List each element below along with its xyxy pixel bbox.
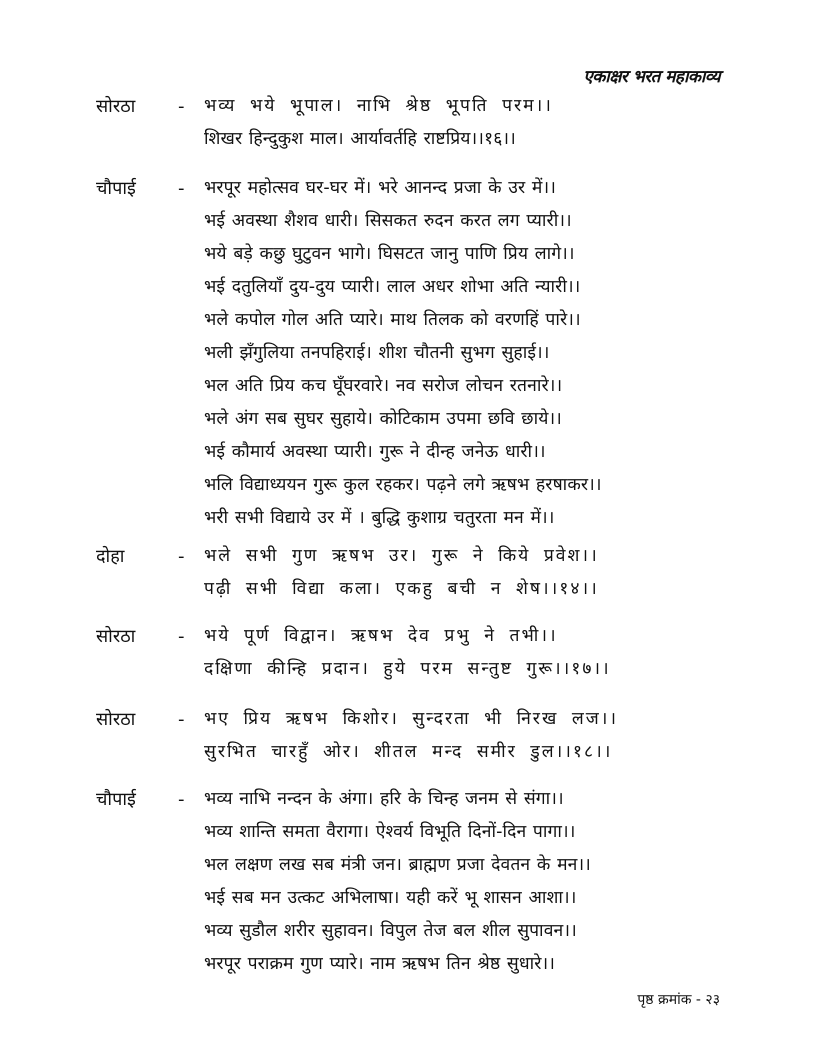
stanza-type-label: सोरठा	[96, 709, 136, 730]
verse-line: सुरभित चारहुँ ओर। शीतल मन्द समीर डुल।।१८।।	[204, 742, 613, 762]
stanza-type-label: चौपाई	[96, 789, 136, 810]
stanza-lines	[204, 620, 726, 686]
verse-line: भव्य शान्ति समता वैरागा। ऐश्वर्य विभूति दिनों-दिन पागा।।	[204, 822, 576, 842]
verse-line: भये बड़े कछु घुटुवन भागे। घिसटत जानु पाणि प्रिय लागे।।	[204, 244, 575, 264]
stanza-dash: -	[178, 789, 185, 810]
verse-line: भये पूर्ण विद्वान। ऋषभ देव प्रभु ने तभी।।	[204, 626, 558, 646]
page-number: पृष्ठ क्रमांक - २३	[637, 992, 720, 1008]
verse-line: भव्य भये भूपाल। नाभि श्रेष्ठ भूपति परम।।	[204, 96, 553, 116]
verse-line: भलि विद्याध्ययन गुरू कुल रहकर। पढ़ने लगे ऋषभ हरषाकर।।	[204, 475, 602, 495]
stanza-lines	[204, 90, 726, 156]
verse-line: भले कपोल गोल अति प्यारे। माथ तिलक को वरणहिं पारे।।	[204, 310, 581, 330]
stanza-dash: -	[178, 178, 185, 199]
stanza-type-label: चौपाई	[96, 178, 136, 199]
verse-line: भरी सभी विद्याये उर में । बुद्धि कुशाग्र चतुरता मन में।।	[204, 508, 555, 528]
verse-line: भले सभी गुण ऋषभ उर। गुरू ने किये प्रवेश।।	[204, 546, 599, 566]
stanza-type-label: दोहा	[96, 546, 125, 567]
stanza-type-label: सोरठा	[96, 626, 136, 647]
verse-line: भल अति प्रिय कच घूँघरवारे। नव सरोज लोचन रतनारे।।	[204, 376, 563, 396]
verse-line: भले अंग सब सुघर सुहाये। कोटिकाम उपमा छवि छाये।।	[204, 409, 562, 429]
verse-line: भई दतुलियाँ दुय-दुय प्यारी। लाल अधर शोभा अति न्यारी।।	[204, 277, 581, 297]
stanza-lines	[204, 703, 726, 769]
book-title-header: एकाक्षर भरत महाकाव्य	[583, 67, 720, 87]
stanza-lines	[204, 783, 726, 981]
stanza-type-label: सोरठा	[96, 96, 136, 117]
verse-line: भए प्रिय ऋषभ किशोर। सुन्दरता भी निरख लज।।	[204, 709, 618, 729]
stanza-dash: -	[178, 626, 185, 647]
verse-line: पढ़ी सभी विद्या कला। एकहु बची न शेष।।१४।।	[204, 579, 599, 599]
verse-line: भई अवस्था शैशव धारी। सिसकत रुदन करत लग प्यारी।।	[204, 211, 572, 231]
verse-line: भव्य नाभि नन्दन के अंगा। हरि के चिन्ह जनम से संगा।।	[204, 789, 564, 809]
stanza-dash: -	[178, 709, 185, 730]
verse-line: भली झँगुलिया तनपहिराई। शीश चौतनी सुभग सुहाई।।	[204, 343, 550, 363]
stanza-lines	[204, 172, 726, 535]
verse-line: भरपूर पराक्रम गुण प्यारे। नाम ऋषभ तिन श्रेष्ठ सुधारे।।	[204, 954, 555, 974]
verse-line: भव्य सुडौल शरीर सुहावन। विपुल तेज बल शील सुपावन।।	[204, 921, 577, 941]
stanza-lines	[204, 540, 726, 606]
verse-line: भल लक्षण लख सब मंत्री जन। ब्राह्मण प्रजा देवतन के मन।।	[204, 855, 591, 875]
stanza-dash: -	[178, 96, 185, 117]
verse-line: शिखर हिन्दुकुश माल। आर्यावर्तहि राष्टप्रिय।।१६।।	[204, 129, 516, 149]
verse-line: दक्षिणा कीन्हि प्रदान। हुये परम सन्तुष्ट गुरू।।१७।।	[204, 659, 611, 679]
verse-line: भई सब मन उत्कट अभिलाषा। यही करें भू शासन आशा।।	[204, 888, 577, 908]
verse-line: भरपूर महोत्सव घर-घर में। भरे आनन्द प्रजा के उर में।।	[204, 178, 556, 198]
verse-line: भई कौमार्य अवस्था प्यारी। गुरू ने दीन्ह जनेऊ धारी।।	[204, 442, 546, 462]
stanza-dash: -	[178, 546, 185, 567]
